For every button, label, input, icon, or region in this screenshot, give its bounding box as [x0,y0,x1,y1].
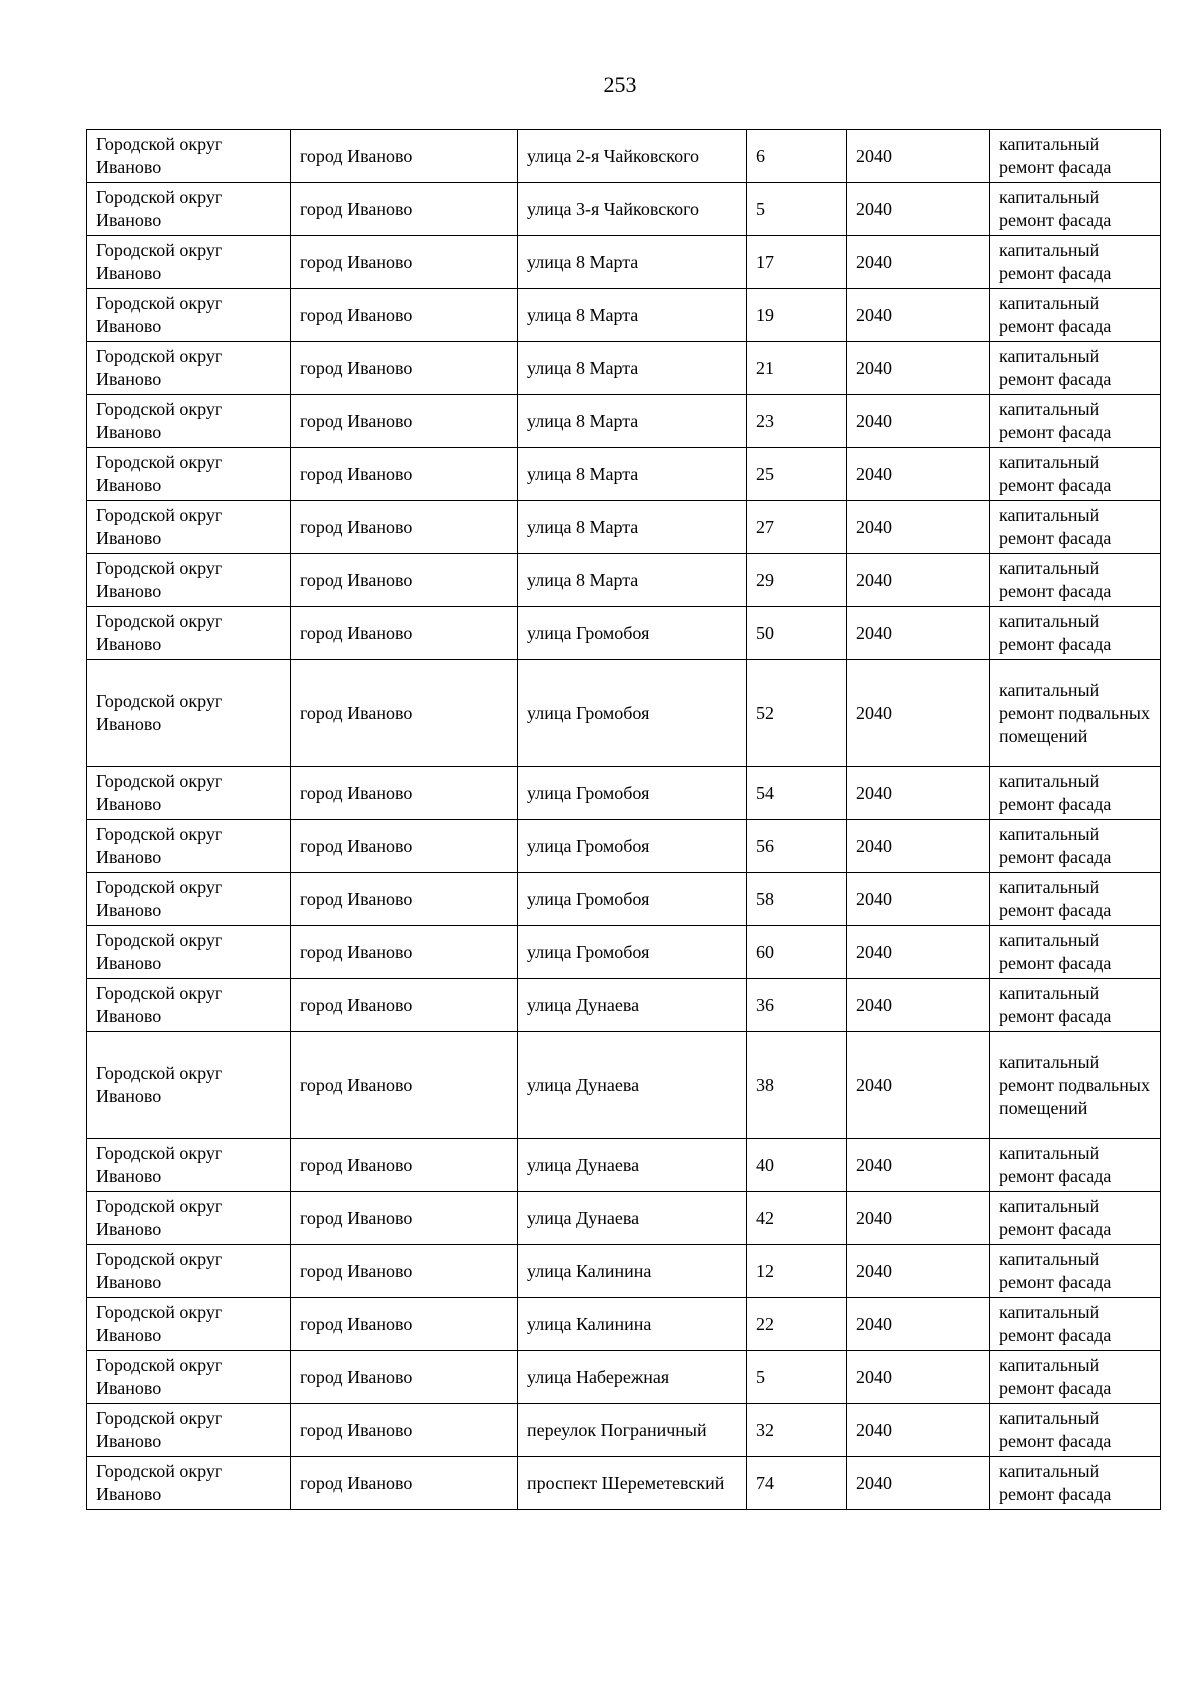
city-cell: город Иваново [291,1032,518,1139]
work-type-cell: капитальный ремонт фасада [990,607,1161,660]
okrug-cell: Городской округ Иваново [87,130,291,183]
house-number-cell: 5 [747,183,847,236]
work-type-cell: капитальный ремонт фасада [990,926,1161,979]
city-cell: город Иваново [291,1457,518,1510]
street-cell: улица Громобоя [518,926,747,979]
table-row [87,820,1161,873]
table-row [87,660,1161,767]
city-cell: город Иваново [291,130,518,183]
street-cell: улица 8 Марта [518,448,747,501]
street-cell: переулок Пограничный [518,1404,747,1457]
table-row [87,448,1161,501]
work-type-cell: капитальный ремонт фасада [990,979,1161,1032]
work-type-cell: капитальный ремонт подвальных помещений [990,660,1161,767]
table-row [87,130,1161,183]
okrug-cell: Городской округ Иваново [87,342,291,395]
okrug-cell: Городской округ Иваново [87,1298,291,1351]
year-cell: 2040 [847,236,990,289]
page-number: 253 [603,72,637,97]
city-cell: город Иваново [291,1139,518,1192]
city-cell: город Иваново [291,1245,518,1298]
okrug-cell: Городской округ Иваново [87,873,291,926]
work-type-cell: капитальный ремонт фасада [990,236,1161,289]
work-type-cell: капитальный ремонт фасада [990,1404,1161,1457]
year-cell: 2040 [847,1298,990,1351]
okrug-cell: Городской округ Иваново [87,1032,291,1139]
street-cell: улица Дунаева [518,1192,747,1245]
street-cell: улица 8 Марта [518,554,747,607]
street-cell: улица Громобоя [518,660,747,767]
house-number-cell: 19 [747,289,847,342]
okrug-cell: Городской округ Иваново [87,767,291,820]
house-number-cell: 17 [747,236,847,289]
year-cell: 2040 [847,183,990,236]
year-cell: 2040 [847,767,990,820]
table-row [87,289,1161,342]
work-type-cell: капитальный ремонт фасада [990,1139,1161,1192]
work-type-cell: капитальный ремонт фасада [990,448,1161,501]
okrug-cell: Городской округ Иваново [87,1192,291,1245]
street-cell: улица Дунаева [518,1139,747,1192]
table-row [87,767,1161,820]
work-type-cell: капитальный ремонт фасада [990,820,1161,873]
city-cell: город Иваново [291,979,518,1032]
house-number-cell: 58 [747,873,847,926]
house-number-cell: 60 [747,926,847,979]
work-type-cell: капитальный ремонт фасада [990,130,1161,183]
street-cell: улица Набережная [518,1351,747,1404]
city-cell: город Иваново [291,183,518,236]
work-type-cell: капитальный ремонт фасада [990,342,1161,395]
street-cell: улица Дунаева [518,979,747,1032]
street-cell: улица 8 Марта [518,342,747,395]
city-cell: город Иваново [291,395,518,448]
house-number-cell: 50 [747,607,847,660]
year-cell: 2040 [847,873,990,926]
work-type-cell: капитальный ремонт фасада [990,183,1161,236]
house-number-cell: 52 [747,660,847,767]
house-number-cell: 74 [747,1457,847,1510]
table-row [87,236,1161,289]
table-row [87,1298,1161,1351]
okrug-cell: Городской округ Иваново [87,1245,291,1298]
work-type-cell: капитальный ремонт фасада [990,289,1161,342]
year-cell: 2040 [847,820,990,873]
okrug-cell: Городской округ Иваново [87,289,291,342]
table-row [87,183,1161,236]
table-row [87,1404,1161,1457]
okrug-cell: Городской округ Иваново [87,1351,291,1404]
street-cell: улица 8 Марта [518,501,747,554]
city-cell: город Иваново [291,1351,518,1404]
okrug-cell: Городской округ Иваново [87,236,291,289]
house-number-cell: 40 [747,1139,847,1192]
city-cell: город Иваново [291,1192,518,1245]
work-type-cell: капитальный ремонт фасада [990,767,1161,820]
okrug-cell: Городской округ Иваново [87,501,291,554]
table-row [87,554,1161,607]
work-type-cell: капитальный ремонт фасада [990,1298,1161,1351]
street-cell: улица Калинина [518,1298,747,1351]
work-type-cell: капитальный ремонт фасада [990,873,1161,926]
work-type-cell: капитальный ремонт подвальных помещений [990,1032,1161,1139]
year-cell: 2040 [847,395,990,448]
house-number-cell: 23 [747,395,847,448]
house-number-cell: 5 [747,1351,847,1404]
work-type-cell: капитальный ремонт фасада [990,395,1161,448]
street-cell: улица Громобоя [518,767,747,820]
okrug-cell: Городской округ Иваново [87,554,291,607]
year-cell: 2040 [847,607,990,660]
year-cell: 2040 [847,130,990,183]
city-cell: город Иваново [291,873,518,926]
table-row [87,342,1161,395]
year-cell: 2040 [847,342,990,395]
year-cell: 2040 [847,1245,990,1298]
house-number-cell: 6 [747,130,847,183]
city-cell: город Иваново [291,554,518,607]
work-type-cell: капитальный ремонт фасада [990,1457,1161,1510]
work-type-cell: капитальный ремонт фасада [990,1351,1161,1404]
year-cell: 2040 [847,926,990,979]
table-row [87,1457,1161,1510]
city-cell: город Иваново [291,448,518,501]
street-cell: улица 8 Марта [518,236,747,289]
year-cell: 2040 [847,660,990,767]
year-cell: 2040 [847,1457,990,1510]
house-number-cell: 38 [747,1032,847,1139]
table-row [87,873,1161,926]
house-number-cell: 54 [747,767,847,820]
street-cell: улица Громобоя [518,607,747,660]
house-number-cell: 22 [747,1298,847,1351]
street-cell: улица 2-я Чайковского [518,130,747,183]
year-cell: 2040 [847,554,990,607]
city-cell: город Иваново [291,767,518,820]
house-number-cell: 56 [747,820,847,873]
year-cell: 2040 [847,1351,990,1404]
city-cell: город Иваново [291,1298,518,1351]
street-cell: проспект Шереметевский [518,1457,747,1510]
okrug-cell: Городской округ Иваново [87,926,291,979]
house-number-cell: 27 [747,501,847,554]
year-cell: 2040 [847,1192,990,1245]
okrug-cell: Городской округ Иваново [87,448,291,501]
house-number-cell: 29 [747,554,847,607]
city-cell: город Иваново [291,926,518,979]
table-row [87,1192,1161,1245]
table-row [87,1139,1161,1192]
okrug-cell: Городской округ Иваново [87,660,291,767]
city-cell: город Иваново [291,236,518,289]
house-number-cell: 32 [747,1404,847,1457]
table-row [87,501,1161,554]
street-cell: улица Громобоя [518,820,747,873]
work-type-cell: капитальный ремонт фасада [990,554,1161,607]
table-row [87,979,1161,1032]
table-row [87,607,1161,660]
year-cell: 2040 [847,448,990,501]
year-cell: 2040 [847,1032,990,1139]
table-body [87,130,1161,1510]
okrug-cell: Городской округ Иваново [87,395,291,448]
house-number-cell: 25 [747,448,847,501]
city-cell: город Иваново [291,289,518,342]
table-row [87,1032,1161,1139]
year-cell: 2040 [847,289,990,342]
house-number-cell: 42 [747,1192,847,1245]
repair-schedule-table [86,129,1161,1510]
table-row [87,1351,1161,1404]
street-cell: улица Дунаева [518,1032,747,1139]
okrug-cell: Городской округ Иваново [87,607,291,660]
city-cell: город Иваново [291,501,518,554]
city-cell: город Иваново [291,660,518,767]
okrug-cell: Городской округ Иваново [87,820,291,873]
street-cell: улица 3-я Чайковского [518,183,747,236]
table-row [87,926,1161,979]
street-cell: улица 8 Марта [518,395,747,448]
house-number-cell: 21 [747,342,847,395]
city-cell: город Иваново [291,820,518,873]
year-cell: 2040 [847,1404,990,1457]
okrug-cell: Городской округ Иваново [87,1457,291,1510]
year-cell: 2040 [847,1139,990,1192]
city-cell: город Иваново [291,607,518,660]
city-cell: город Иваново [291,342,518,395]
house-number-cell: 12 [747,1245,847,1298]
street-cell: улица Калинина [518,1245,747,1298]
table-row [87,1245,1161,1298]
city-cell: город Иваново [291,1404,518,1457]
table-row [87,395,1161,448]
house-number-cell: 36 [747,979,847,1032]
okrug-cell: Городской округ Иваново [87,183,291,236]
street-cell: улица 8 Марта [518,289,747,342]
work-type-cell: капитальный ремонт фасада [990,1245,1161,1298]
okrug-cell: Городской округ Иваново [87,1404,291,1457]
okrug-cell: Городской округ Иваново [87,979,291,1032]
year-cell: 2040 [847,501,990,554]
work-type-cell: капитальный ремонт фасада [990,501,1161,554]
street-cell: улица Громобоя [518,873,747,926]
okrug-cell: Городской округ Иваново [87,1139,291,1192]
year-cell: 2040 [847,979,990,1032]
work-type-cell: капитальный ремонт фасада [990,1192,1161,1245]
